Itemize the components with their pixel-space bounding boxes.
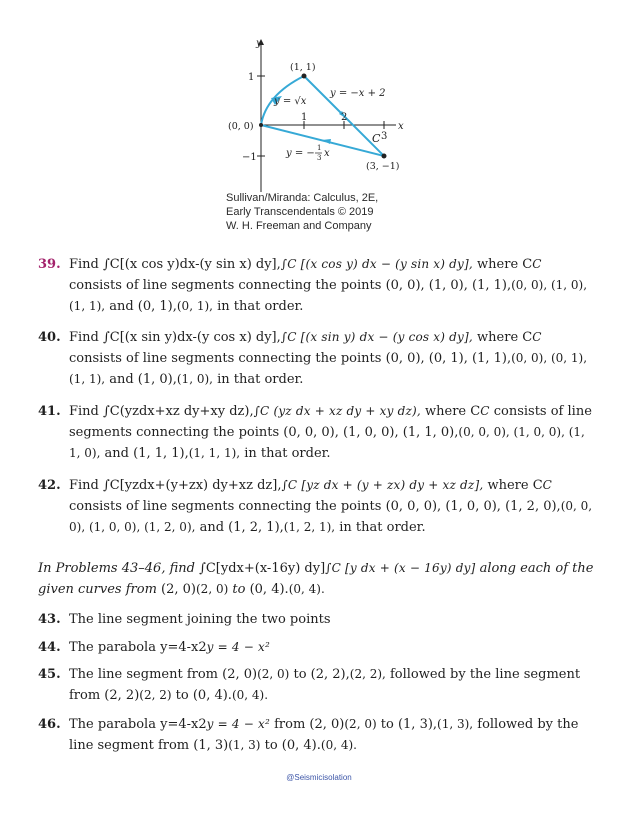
credit-line-1: Sullivan/Miranda: Calculus, 2E, xyxy=(226,192,379,204)
math-point-3: (2, 2) xyxy=(139,688,172,702)
problem-text-d: and (1, 2, 1), xyxy=(195,520,284,535)
curve-line1-label: y = −x + 2 xyxy=(330,88,386,99)
problem-text xyxy=(69,664,598,706)
curve-sqrt-label: y = √x xyxy=(274,96,307,107)
math-integral: ∫C [(x cos y) dx − (y sin x) dy], xyxy=(280,257,473,271)
intro-text-c: along each of the given curves from xyxy=(38,561,594,597)
math-last-point: (1, 1, 1), xyxy=(188,446,241,460)
math-last-point: (0, 1), xyxy=(176,299,213,313)
math-points: (0, 0, 0), (1, 0, 0), (1, 1, 0), xyxy=(69,425,585,460)
problem-text xyxy=(69,254,598,317)
curve-line2-label-b: x xyxy=(324,148,330,159)
credit-line-3: W. H. Freeman and Company xyxy=(226,220,372,232)
curve-line2-label-den: 3 xyxy=(317,154,322,162)
problem-42 xyxy=(38,475,598,538)
math-integral: ∫C [yz dx + (y + zx) dy + xz dz], xyxy=(281,478,484,492)
problem-text-b: where C xyxy=(420,404,481,419)
intro-text-a: In Problems 43–46, find xyxy=(38,561,200,576)
intro-text-d: (2, 0) xyxy=(161,582,196,597)
math-point-2: (2, 2), xyxy=(349,667,386,681)
tick-x2-label: 2 xyxy=(341,112,348,123)
math-last-point: (1, 2, 1), xyxy=(283,520,336,534)
intro-math-end: (0, 4). xyxy=(288,582,325,596)
problem-39 xyxy=(38,254,598,317)
math-curve-name: C xyxy=(532,330,542,344)
curve-line-minus-third-x xyxy=(261,125,384,156)
problems-43-46-intro xyxy=(38,558,603,600)
problem-text xyxy=(69,714,598,756)
tick-ym1-label: −1 xyxy=(242,152,257,163)
axis-x-label: x xyxy=(398,121,404,132)
problem-40 xyxy=(38,327,598,390)
problem-number: 39. xyxy=(38,257,61,272)
problem-number: 42. xyxy=(38,478,61,493)
curve-line2-label-num: 1 xyxy=(317,144,322,152)
problem-text-d: to (0, 4). xyxy=(171,688,232,703)
problem-text-e: in that order. xyxy=(335,520,426,535)
problem-text-a: Find ∫C(yzdx+xz dy+xy dz), xyxy=(69,404,254,419)
problem-46 xyxy=(38,714,598,756)
math-curve-name: C xyxy=(542,478,553,492)
math-point-4: (0, 4). xyxy=(320,738,357,752)
math-integral: ∫C (yz dx + xz dy + xy dz), xyxy=(253,404,421,418)
curve-line2-label-a: y = − xyxy=(286,148,315,159)
math-parabola: y = 4 − x² xyxy=(206,640,270,654)
point-3-m1 xyxy=(382,154,387,159)
curve-figure xyxy=(226,32,436,202)
math-point-1: (2, 0) xyxy=(344,717,377,731)
problem-text-e: in that order. xyxy=(212,299,304,314)
point-1-1-label: (1, 1) xyxy=(290,62,316,73)
math-points: (0, 0), (1, 0), (1, 1), xyxy=(69,278,588,313)
point-origin-label: (0, 0) xyxy=(228,121,254,132)
problem-text-c: followed by the line segment from (2, 2) xyxy=(69,667,581,703)
math-parabola: y = 4 − x² xyxy=(206,717,270,731)
problem-text-c: consists of line segments connecting the points (0, 0, 0), (1, 0, 0), (1, 1, 0), xyxy=(69,404,592,440)
watermark: @Seismicisolation xyxy=(286,773,352,782)
point-1-1 xyxy=(302,74,307,79)
tick-x3-label: 3 xyxy=(381,131,388,142)
problem-44 xyxy=(38,637,598,658)
point-origin xyxy=(259,123,263,127)
math-point-1: (2, 0) xyxy=(257,667,290,681)
problem-text-b: from (2, 0) xyxy=(269,717,345,732)
math-curve-name: C xyxy=(532,257,542,271)
problem-text-e: in that order. xyxy=(240,446,331,461)
math-integral: ∫C [(x sin y) dx − (y cos x) dy], xyxy=(280,330,473,344)
axis-y-label: y xyxy=(256,38,262,49)
problem-text-a: The parabola y=4-x2 xyxy=(69,640,207,655)
problem-number: 43. xyxy=(38,612,61,627)
problem-text-d: and (0, 1), xyxy=(105,299,177,314)
math-point-4: (0, 4). xyxy=(231,688,269,702)
problem-text-e: to (0, 4). xyxy=(260,738,321,753)
intro-text-f: (0, 4). xyxy=(249,582,289,597)
tick-y1-label: 1 xyxy=(248,72,255,83)
point-3-m1-label: (3, −1) xyxy=(366,161,400,172)
problem-text-e: in that order. xyxy=(212,372,304,387)
problem-text xyxy=(69,401,598,464)
problem-text xyxy=(69,637,598,658)
curve-name-label: C xyxy=(372,132,381,145)
problem-text-c: to (1, 3), xyxy=(376,717,438,732)
credit-line-2: Early Transcendentals © 2019 xyxy=(226,206,374,218)
intro-text-b: ∫C[ydx+(x-16y) dy] xyxy=(199,561,326,576)
problem-number: 45. xyxy=(38,667,61,682)
math-point-3: (1, 3) xyxy=(228,738,261,752)
problem-text xyxy=(69,609,598,630)
problem-43 xyxy=(38,609,598,630)
problem-number: 40. xyxy=(38,330,61,345)
math-curve-name: C xyxy=(480,404,490,418)
problem-text-a: Find ∫C[yzdx+(y+zx) dy+xz dz], xyxy=(69,478,282,493)
intro-math-integral: ∫C [y dx + (x − 16y) dy] xyxy=(325,561,476,575)
problem-text-a: The line segment from (2, 0) xyxy=(69,667,258,682)
problem-text-b: where C xyxy=(472,330,533,345)
math-last-point: (1, 0), xyxy=(176,372,213,386)
problem-text-c: consists of line segments connecting the points (0, 0, 0), (1, 0, 0), (1, 2, 0), xyxy=(69,499,561,514)
problem-45 xyxy=(38,664,598,706)
math-points: (0, 0), (0, 1), (1, 1), xyxy=(69,351,588,386)
problem-text xyxy=(69,327,598,390)
intro-text-e: to xyxy=(228,582,250,597)
problem-text-d: and (1, 1, 1), xyxy=(100,446,189,461)
problem-number: 44. xyxy=(38,640,61,655)
problem-text-b: where C xyxy=(472,257,533,272)
problem-text-a: Find ∫C[(x cos y)dx-(y sin x) dy], xyxy=(69,257,281,272)
problem-text-d: and (1, 0), xyxy=(105,372,177,387)
problem-text-d: followed by the line segment from (1, 3) xyxy=(69,717,579,753)
problem-text-c: consists of line segments connecting the points (0, 0), (1, 0), (1, 1), xyxy=(69,278,512,293)
problem-text-c: consists of line segments connecting the points (0, 0), (0, 1), (1, 1), xyxy=(69,351,512,366)
figure-credit xyxy=(226,191,446,233)
math-points: (0, 0, 0), (1, 0, 0), (1, 2, 0), xyxy=(69,499,593,534)
problem-text-b: where C xyxy=(483,478,543,493)
problem-text-a: The parabola y=4-x2 xyxy=(69,717,207,732)
curve-diagram xyxy=(226,32,436,202)
problem-text-a: The line segment joining the two points xyxy=(69,612,331,627)
problem-number: 46. xyxy=(38,717,61,732)
tick-x1-label: 1 xyxy=(301,112,308,123)
problem-text-b: to (2, 2), xyxy=(289,667,350,682)
problem-number: 41. xyxy=(38,404,61,419)
math-point-2: (1, 3), xyxy=(437,717,474,731)
problem-41 xyxy=(38,401,598,464)
problem-text-a: Find ∫C[(x sin y)dx-(y cos x) dy], xyxy=(69,330,281,345)
problem-text xyxy=(69,475,598,538)
intro-math-start: (2, 0) xyxy=(196,582,229,596)
curve-line2-label xyxy=(285,144,330,162)
